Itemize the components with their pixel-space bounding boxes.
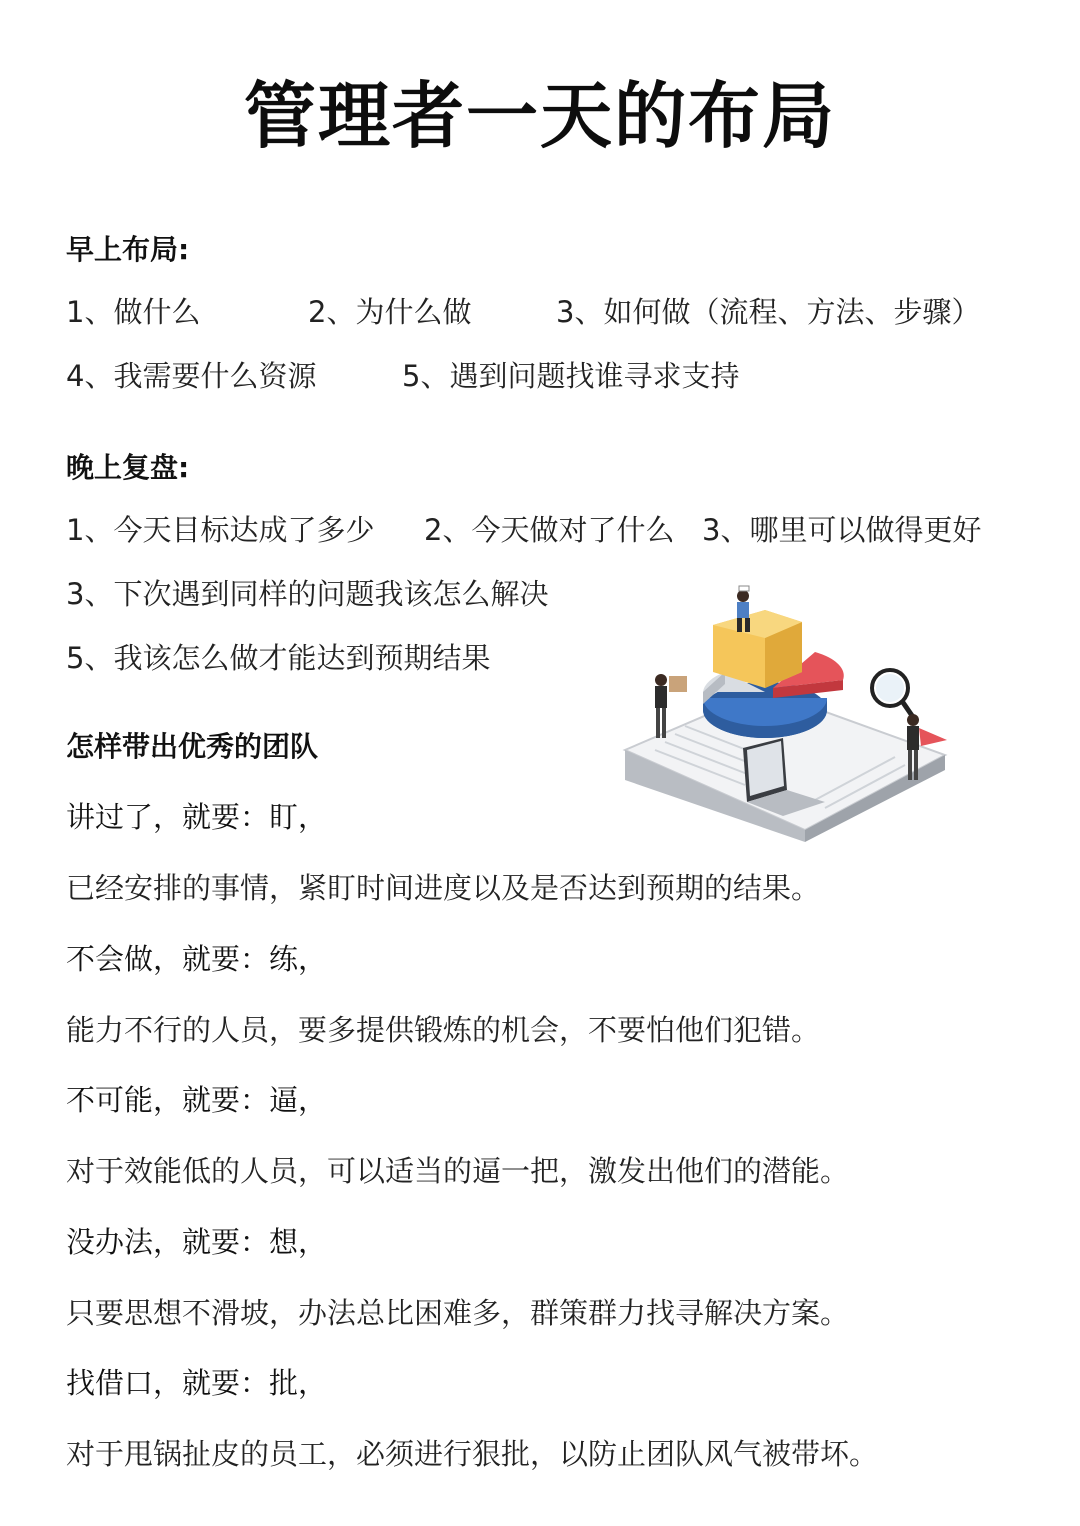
- morning-heading: 早上布局:: [66, 233, 190, 266]
- morning-item-3: 3、如何做（流程、方法、步骤）: [556, 295, 981, 329]
- evening-item-4: 3、下次遇到同样的问题我该怎么解决: [66, 577, 549, 611]
- evening-heading: 晚上复盘:: [66, 451, 190, 484]
- team-detail-5: 对于甩锅扯皮的员工，必须进行狠批，以防止团队风气被带坏。: [66, 1437, 879, 1471]
- page-title: 管理者一天的布局: [243, 74, 836, 158]
- team-heading: 怎样带出优秀的团队: [66, 730, 319, 763]
- team-rule-1: 讲过了，就要：盯，: [66, 800, 328, 834]
- business-analytics-illustration: [615, 580, 965, 855]
- morning-item-5: 5、遇到问题找谁寻求支持: [402, 359, 740, 393]
- team-rule-5: 找借口，就要：批，: [66, 1366, 328, 1400]
- team-rule-3: 不可能，就要：逼，: [66, 1083, 328, 1117]
- team-detail-1: 已经安排的事情，紧盯时间进度以及是否达到预期的结果。: [66, 871, 821, 905]
- evening-item-1: 1、今天目标达成了多少: [66, 513, 375, 547]
- team-detail-2: 能力不行的人员，要多提供锻炼的机会，不要怕他们犯错。: [66, 1013, 821, 1047]
- morning-item-2: 2、为什么做: [308, 295, 472, 329]
- team-detail-4: 只要思想不滑坡，办法总比困难多，群策群力找寻解决方案。: [66, 1296, 850, 1330]
- morning-item-1: 1、做什么: [66, 295, 201, 329]
- evening-item-5: 5、我该怎么做才能达到预期结果: [66, 641, 491, 675]
- team-rule-4: 没办法，就要：想，: [66, 1225, 328, 1259]
- team-rule-2: 不会做，就要：练，: [66, 942, 328, 976]
- evening-item-2: 2、今天做对了什么: [424, 513, 675, 547]
- team-detail-3: 对于效能低的人员，可以适当的逼一把，激发出他们的潜能。: [66, 1154, 850, 1188]
- morning-item-4: 4、我需要什么资源: [66, 359, 317, 393]
- evening-item-3: 3、哪里可以做得更好: [702, 513, 982, 547]
